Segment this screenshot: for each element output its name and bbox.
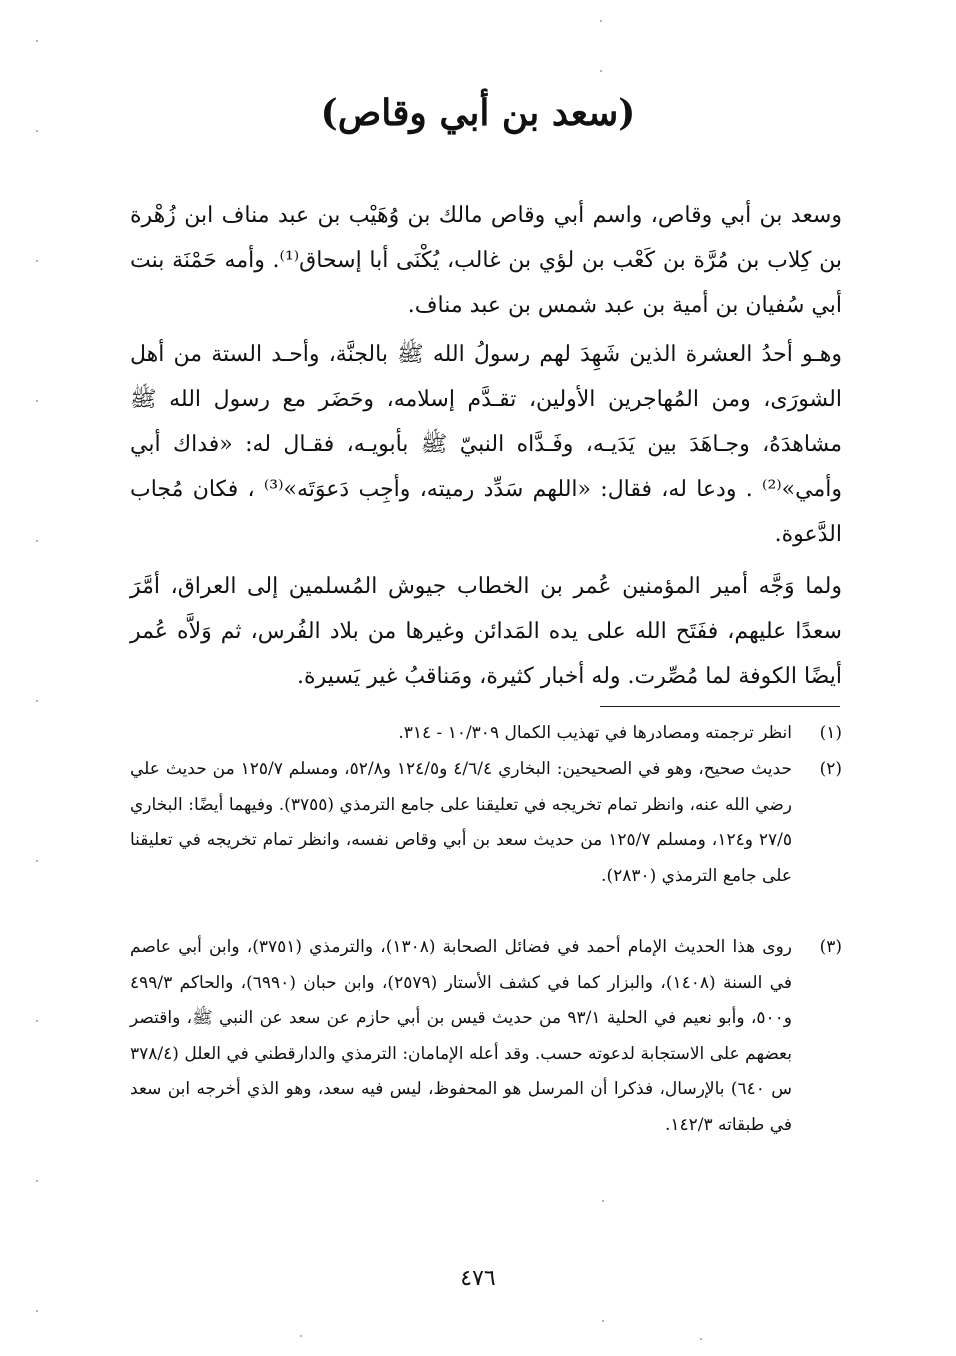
scan-speck [36, 700, 38, 702]
scan-speck [36, 130, 38, 132]
footnote-text: حديث صحيح، وهو في الصحيحين: البخاري ٤/٦/٤ و١٢٤/٥ و٥٢/٨، ومسلم ١٢٥/٧ من حديث علي رضي الله عنه، وانظر تمام تخريجه في تعليقنا على جامع الترمذي (٣٧٥٥). وفيهما أيضًا: البخاري ٢٧/٥ و١٢٤، ومسلم ١٢٥/٧ من حديث سعد بن أبي وقاص نفسه، وانظر تمام تخريجه في تعليقنا على جامع الترمذي (٢٨٣٠). [130, 759, 793, 886]
footnote-2 [130, 752, 842, 894]
scan-speck [600, 20, 602, 22]
scan-speck [36, 540, 38, 542]
body-paragraph-3: ولما وَجَّه أمير المؤمنين عُمر بن الخطاب جيوش المُسلمين إلى العراق، أمَّرَ سعدًا عليهم، ففَتَح الله على يده المَدائن وغيرها من بلاد الفُرس، ثم وَلاَّه عُمر أيضًا الكوفة لما مُصِّرت. وله أخبار كثيرة، ومَناقبُ غير يَسيرة. [130, 574, 842, 689]
footnote-number: (٢) [819, 759, 842, 779]
footnote-divider [600, 706, 840, 707]
scan-speck [36, 40, 38, 42]
scan-speck [602, 1200, 604, 1202]
page-number: ٤٧٦ [460, 1266, 496, 1291]
scan-speck [36, 860, 38, 862]
scan-speck [36, 1020, 38, 1022]
scan-speck [602, 1320, 604, 1322]
scan-speck [300, 1335, 302, 1337]
footnote-text: انظر ترجمته ومصادرها في تهذيب الكمال ١٠/٣٠٩ - ٣١٤. [398, 723, 792, 743]
scan-speck [36, 400, 38, 402]
page-title: (سعد بن أبي وقاص) [320, 92, 636, 134]
footnote-number: (٣) [819, 937, 842, 957]
scan-speck [36, 260, 38, 262]
scan-speck [700, 1338, 702, 1340]
scan-speck [36, 1180, 38, 1182]
scan-speck [36, 1310, 38, 1312]
body-paragraph-1: وسعد بن أبي وقاص، واسم أبي وقاص مالك بن وُهَيْب بن عبد مناف ابن زُهْرة بن كِلاب بن مُرَّة بن كَعْب بن لؤي بن غالب، يُكْنَى أبا إسحاق⁽¹⁾. وأمه حَمْنَة بنت أبي سُفيان بن أمية بن عبد شمس بن عبد مناف. [130, 203, 842, 318]
footnote-text: روى هذا الحديث الإمام أحمد في فضائل الصحابة (١٣٠٨)، والترمذي (٣٧٥١)، وابن أبي عاصم في السنة (١٤٠٨)، والبزار كما في كشف الأستار (٢٥٧٩)، وابن حبان (٦٩٩٠)، والحاكم ٤٩٩/٣ و٥٠٠، وأبو نعيم في الحلية ٩٣/١ من حديث قيس بن أبي حازم عن سعد عن النبي ﷺ، واقتصر بعضهم على الاستجابة لدعوته حسب. وقد أعله الإمامان: الترمذي والدارقطني في العلل (٣٧٨/٤ س ٦٤٠) بالإرسال، فذكرا أن المرسل هو المحفوظ، ليس فيه سعد، وهو الذي أخرجه ابن سعد في طبقاته ١٤٢/٣. [130, 937, 793, 1135]
scan-speck [600, 70, 602, 72]
footnote-3 [130, 930, 842, 1143]
body-paragraph-2: وهـو أحدُ العشرة الذين شَهِدَ لهم رسولُ الله ﷺ بالجنَّة، وأحـد الستة من أهل الشورَى، ومن المُهاجرين الأولين، تقـدَّم إسلامه، وحَضَر مع رسول الله ﷺ مشاهدَهُ، وجـاهَدَ بين يَدَيـه، وفَـدَّاه النبيّ ﷺ بأبويـه، فقـال له: «فداك أبي وأمي»⁽²⁾ . ودعا له، فقال: «اللهم سَدِّد رميته، وأجِب دَعوَتَه»⁽³⁾ ، فكان مُجاب الدَّعوة. [130, 342, 842, 547]
footnote-1 [130, 716, 842, 752]
footnote-number: (١) [819, 723, 842, 743]
